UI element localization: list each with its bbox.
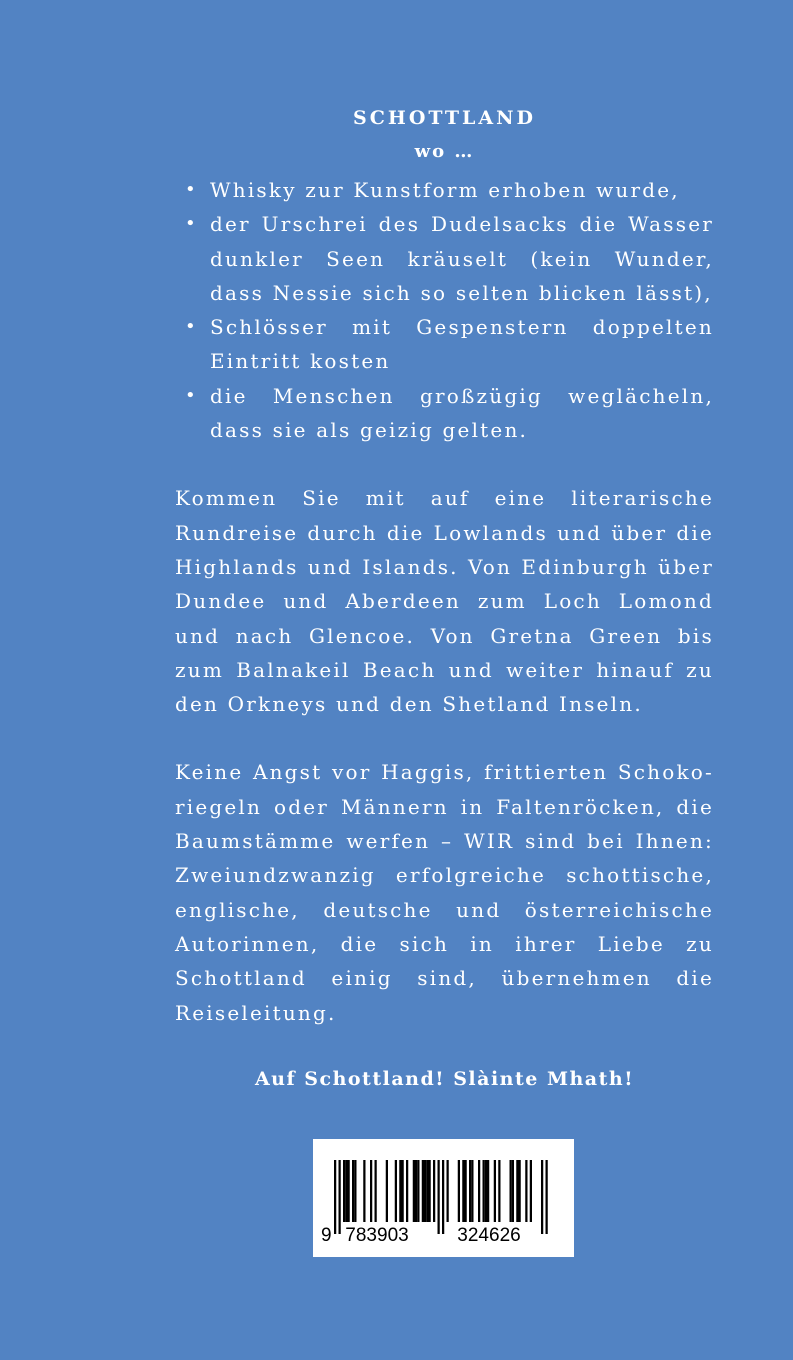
list-item	[175, 310, 714, 379]
barcode-bar	[352, 1160, 354, 1222]
list-item-text: Whisky zur Kunstform erhoben wurde,	[210, 178, 680, 202]
barcode-bar	[417, 1160, 419, 1222]
barcode-right-digits: 324626	[457, 1225, 521, 1246]
barcode-bar	[399, 1160, 401, 1222]
barcode-first-digit: 9	[321, 1225, 332, 1246]
barcode-bar	[487, 1160, 489, 1222]
barcode-bar	[471, 1160, 473, 1222]
paragraph-journey: Kommen Sie mit auf eine literarische Rundreise durch die Lowlands und über die Highlands und Islands. Von Edinburgh über Dundee und Aberdeen zum Loch Lomond und nach Glencoe. Von Gretna Green bis zum Balnakeil Beach und weiter hinauf zu den Orkneys und den Shetland Inseln.	[175, 486, 714, 717]
barcode-bar	[483, 1160, 485, 1222]
barcode-bar	[478, 1160, 480, 1222]
list-item	[175, 207, 714, 310]
barcode-left-digits: 783903	[345, 1225, 409, 1246]
barcode-bar	[345, 1160, 347, 1222]
barcode-bar	[370, 1160, 372, 1222]
barcode-bar	[494, 1160, 496, 1222]
list-item-text: die Menschen großzügig weglächeln, dass sie als geizig gelten.	[210, 383, 714, 443]
barcode-bar	[348, 1160, 350, 1222]
barcode-bar	[375, 1160, 377, 1222]
barcode-bar	[512, 1160, 514, 1222]
paragraph-authors: Keine Angst vor Haggis, frittierten Schoko-riegeln oder Männern in Faltenröcken, die Baumstämme werfen – WIR sind bei Ihnen: Zweiundzwanzig erfolgreiche schottische, englische, deutsche und österreichische Autorinnen, die sich in ihrer Liebe zu Schottland einig sind, übernehmen die Reiseleitung.	[175, 760, 714, 1025]
barcode-guard-bar	[541, 1160, 543, 1234]
barcode-bar	[516, 1160, 518, 1222]
barcode-bar	[465, 1160, 467, 1222]
barcode-bar	[447, 1160, 449, 1222]
barcode-bar	[343, 1160, 345, 1222]
barcode-bar	[462, 1160, 464, 1222]
bullet-icon: •	[185, 384, 198, 406]
barcode-bar	[424, 1160, 426, 1222]
barcode-bar	[413, 1160, 415, 1222]
closing-toast: Auf Schottland! Slàinte Mhath!	[254, 1067, 635, 1090]
intro-bullet-list	[175, 173, 714, 447]
bullet-icon: •	[185, 213, 198, 235]
barcode-bar	[363, 1160, 365, 1222]
barcode-bar	[458, 1160, 460, 1222]
list-item	[175, 379, 714, 448]
barcode-bar	[415, 1160, 417, 1222]
barcode-bar	[406, 1160, 408, 1222]
barcode-guard-bar	[438, 1160, 440, 1234]
barcode-guard-bar	[339, 1160, 341, 1234]
bullet-icon: •	[185, 316, 198, 338]
barcode-bar	[386, 1160, 388, 1222]
bullet-icon: •	[185, 179, 198, 200]
barcode-guard-bar	[546, 1160, 548, 1234]
barcode-bar	[426, 1160, 428, 1222]
cover-title: SCHOTTLAND	[353, 107, 536, 129]
barcode-graphic	[313, 1139, 574, 1257]
barcode-bar	[429, 1160, 431, 1222]
barcode-bar	[510, 1160, 512, 1222]
barcode-bar	[525, 1160, 527, 1222]
barcode-bar	[395, 1160, 397, 1222]
barcode-bar	[519, 1160, 521, 1222]
isbn-barcode	[313, 1139, 574, 1257]
barcode-bars	[334, 1160, 548, 1234]
cover-text	[175, 103, 714, 1094]
barcode-bar	[469, 1160, 471, 1222]
barcode-bar	[402, 1160, 404, 1222]
barcode-bar	[433, 1160, 435, 1222]
barcode-bar	[485, 1160, 487, 1222]
barcode-bar	[354, 1160, 356, 1222]
list-item-text: Schlösser mit Gespenstern doppelten Eintritt kosten	[210, 315, 714, 374]
list-item	[175, 173, 714, 207]
cover-subtitle: wo …	[414, 141, 475, 162]
barcode-guard-bar	[442, 1160, 444, 1234]
list-item-text: der Urschrei des Dudelsacks die Wasser dunkler Seen kräuselt (kein Wunder, dass Nessie sich so selten blicken lässt),	[210, 212, 714, 305]
barcode-guard-bar	[334, 1160, 336, 1234]
barcode-bar	[498, 1160, 500, 1222]
barcode-bar	[422, 1160, 424, 1222]
barcode-bar	[530, 1160, 532, 1222]
